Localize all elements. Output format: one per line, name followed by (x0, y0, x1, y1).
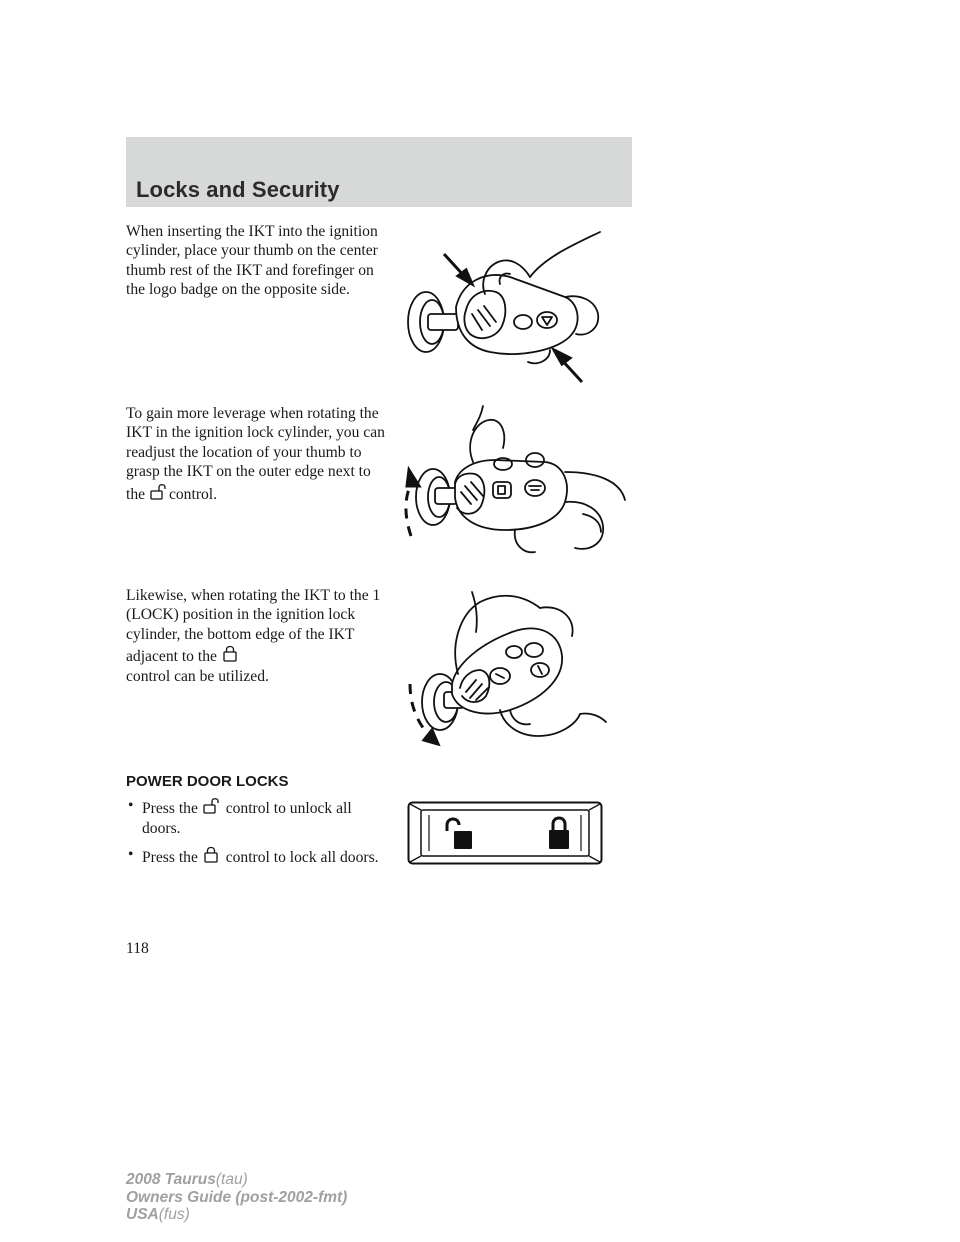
footer-guide: Owners Guide (post-2002-fmt) (126, 1188, 348, 1206)
list-item-text-end: control to unlock all doors. (142, 800, 352, 837)
page-title: Locks and Security (136, 177, 340, 202)
header-band (126, 137, 632, 207)
paragraph-leverage-text: To gain more leverage when rotating the IKT in the ignition lock cylinder, you can readjust the location of your thumb to grasp the IKT on the outer edge next to the (126, 405, 385, 503)
list-item-text-end: control to lock all doors. (225, 849, 379, 866)
footer-market-code: (fus) (158, 1206, 190, 1223)
footer-model: 2008 Taurus (126, 1171, 216, 1188)
illustration-ikt-insert (400, 222, 610, 387)
power-door-locks-list (126, 796, 391, 874)
illustration-ikt-rotate-unlock (395, 402, 635, 572)
footer-market: USA (126, 1206, 159, 1223)
unlock-icon (202, 796, 222, 814)
list-item-text: Press the (142, 849, 198, 866)
section-heading-power-door-locks: POWER DOOR LOCKS (126, 773, 289, 790)
lock-icon (221, 644, 241, 662)
footer-doc-info (126, 1171, 347, 1224)
door-lock-switch-illustration (407, 801, 603, 865)
unlock-icon (149, 482, 169, 500)
page-number: 118 (126, 940, 149, 957)
illustration-ikt-rotate-lock (400, 584, 610, 754)
footer-line-1 (126, 1171, 347, 1189)
bullet: • (128, 846, 134, 863)
footer-model-code: (tau) (215, 1171, 248, 1188)
list-item (126, 796, 391, 839)
paragraph-insert-ikt: When inserting the IKT into the ignition cylinder, place your thumb on the center thumb rest of the IKT and forefinger on the logo badge on the opposite side. (126, 223, 378, 299)
paragraph-likewise (126, 586, 391, 686)
paragraph-leverage (126, 404, 391, 504)
bullet: • (128, 797, 134, 814)
footer-line-3 (126, 1206, 347, 1224)
list-item-text: Press the (142, 800, 198, 817)
footer-line-2 (126, 1189, 347, 1207)
lock-icon (202, 845, 222, 863)
paragraph-likewise-text-end: control can be utilized. (126, 667, 269, 685)
paragraph-likewise-text: Likewise, when rotating the IKT to the 1 (LOCK) position in the ignition lock cylinder, the bottom edge of the IKT adjacent to the (126, 587, 381, 666)
list-item (126, 845, 391, 868)
paragraph-leverage-text-end: control. (168, 485, 218, 503)
